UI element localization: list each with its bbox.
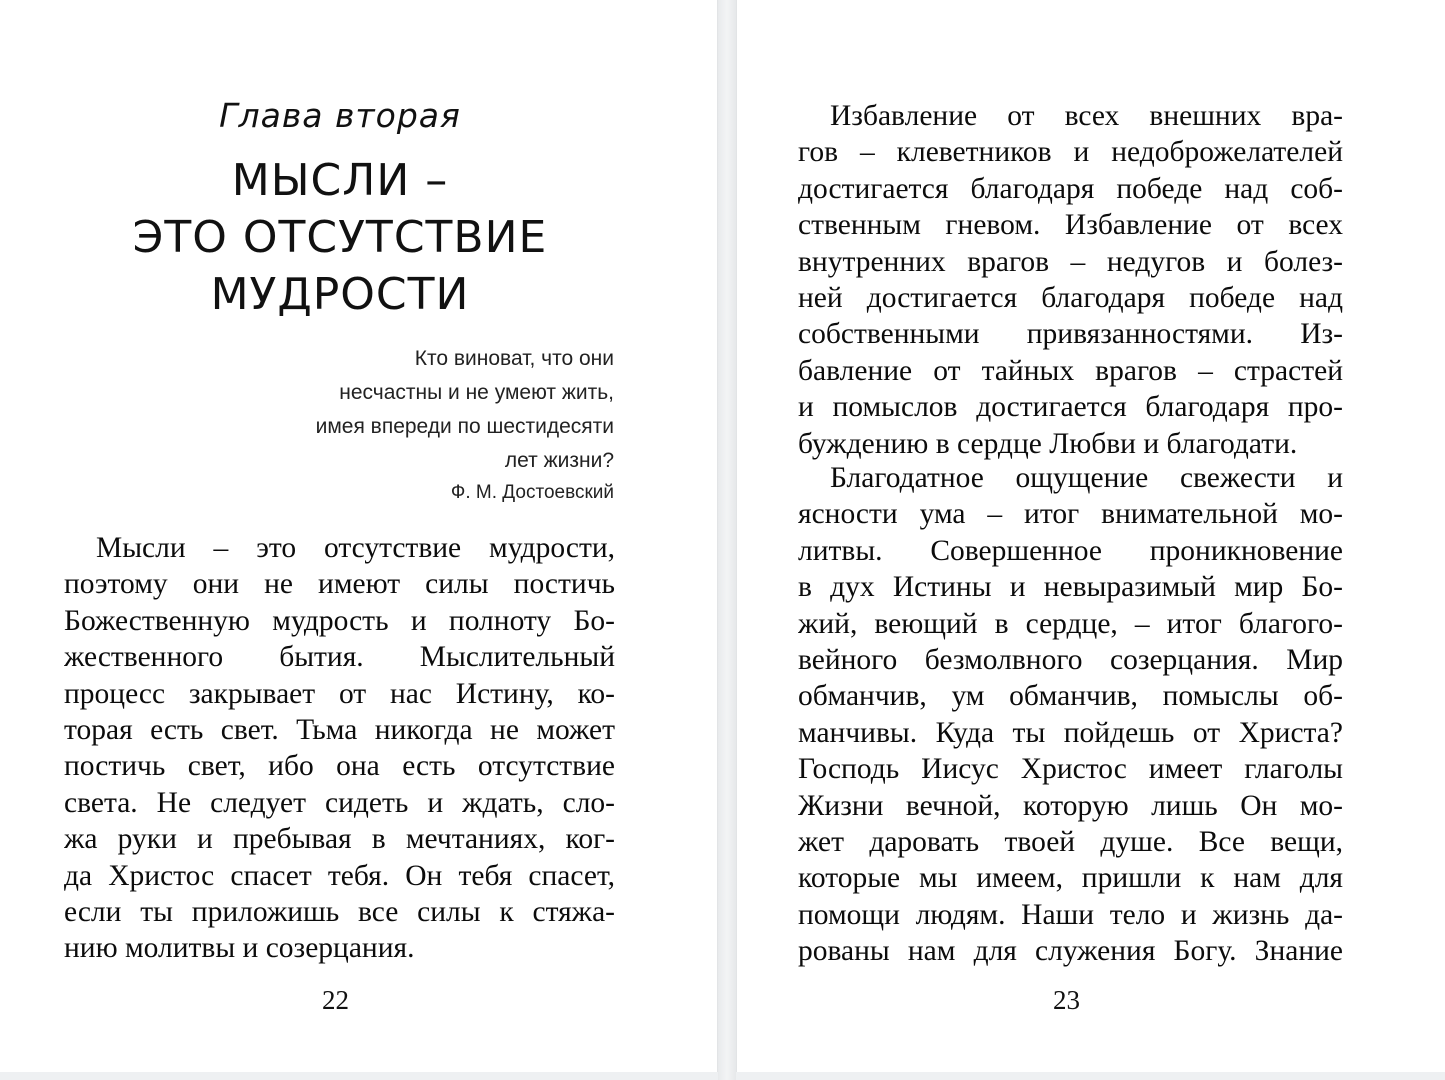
epigraph-line: имея впереди по шестидесяти: [315, 415, 614, 438]
text-line: в дух Истины и невыразимый мир Бо-: [798, 571, 1343, 604]
text-line: Мысли – это отсутствие мудрости,: [96, 532, 615, 564]
page-number-right: 23: [1053, 985, 1080, 1015]
epigraph-line: Кто виноват, что они: [414, 347, 614, 370]
text-line: которые мы имеем, пришли к нам для: [798, 862, 1343, 895]
text-line: постичь свет, ибо она есть отсутствие: [64, 750, 615, 783]
epigraph-author: Ф. М. Достоевский: [450, 482, 614, 503]
epigraph: [194, 342, 614, 478]
right-body-paragraph-1: [798, 98, 1343, 462]
text-line: Господь Иисус Христос имеет глаголы: [798, 753, 1343, 786]
text-line: помощи людям. Наши тело и жизнь да-: [798, 898, 1343, 931]
text-line: ясности ума – итог внимательной мо-: [798, 498, 1343, 531]
text-line: манчивы. Куда ты пойдешь от Христа?: [798, 716, 1343, 749]
text-line: гов – клеветников и недоброжелателей: [798, 136, 1343, 169]
text-line: если ты приложишь все силы к стяжа-: [64, 895, 615, 928]
epigraph-line: несчастны и не умеют жить,: [339, 381, 614, 404]
text-line: ственным гневом. Избавление от всех: [798, 209, 1343, 242]
chapter-title-line: ЭТО ОТСУТСТВИЕ: [132, 212, 548, 263]
text-line: бавление от тайных врагов – страстей: [798, 354, 1343, 387]
text-line: и помыслов достигается благодаря про-: [798, 391, 1343, 424]
text-line: Благодатное ощущение свежести и: [830, 462, 1343, 494]
text-line: буждению в сердце Любви и благодати.: [798, 427, 1298, 460]
text-line: ней достигается благодаря победе над: [798, 281, 1343, 314]
text-line: нию молитвы и созерцания.: [64, 932, 415, 965]
chapter-title-line: МУДРОСТИ: [210, 269, 470, 320]
chapter-title-line: МЫСЛИ –: [231, 155, 449, 206]
text-line: рованы нам для служения Богу. Знание: [798, 935, 1343, 968]
text-line: Жизни вечной, которую лишь Он мо-: [798, 789, 1343, 822]
text-line: собственными привязанностями. Из-: [798, 318, 1343, 351]
chapter-title: [0, 152, 680, 323]
text-line: внутренних врагов – недугов и болез-: [798, 245, 1343, 278]
page-number-left: 22: [322, 985, 349, 1015]
text-line: да Христос спасет тебя. Он тебя спасет,: [64, 859, 615, 892]
right-body-paragraph-2: [798, 460, 1343, 969]
text-line: Избавление от всех внешних вра-: [830, 100, 1343, 132]
text-line: Божественную мудрость и полноту Бо-: [64, 604, 615, 637]
epigraph-line: лет жизни?: [504, 449, 614, 472]
left-page: [0, 0, 718, 1072]
book-gutter: [718, 0, 736, 1080]
text-line: жий, веющий в сердце, – итог благого-: [798, 607, 1343, 640]
text-line: света. Не следует сидеть и ждать, сло-: [64, 786, 615, 819]
text-line: жественного бытия. Мыслительный: [64, 641, 615, 674]
text-line: поэтому они не имеют силы постичь: [64, 568, 615, 601]
left-body-paragraph: [64, 530, 615, 967]
text-line: обманчив, ум обманчив, помыслы об-: [798, 680, 1343, 713]
text-line: литвы. Совершенное проникновение: [798, 534, 1343, 567]
text-line: жет даровать твоей душе. Все вещи,: [798, 825, 1343, 858]
text-line: вейного безмолвного созерцания. Мир: [798, 643, 1343, 676]
text-line: процесс закрывает от нас Истину, ко-: [64, 677, 615, 710]
chapter-label: Глава вторая: [219, 96, 461, 135]
text-line: жа руки и пребывая в мечтаниях, ког-: [64, 823, 615, 856]
text-line: достигается благодаря победе над соб-: [798, 172, 1343, 205]
text-line: торая есть свет. Тьма никогда не может: [64, 713, 615, 746]
